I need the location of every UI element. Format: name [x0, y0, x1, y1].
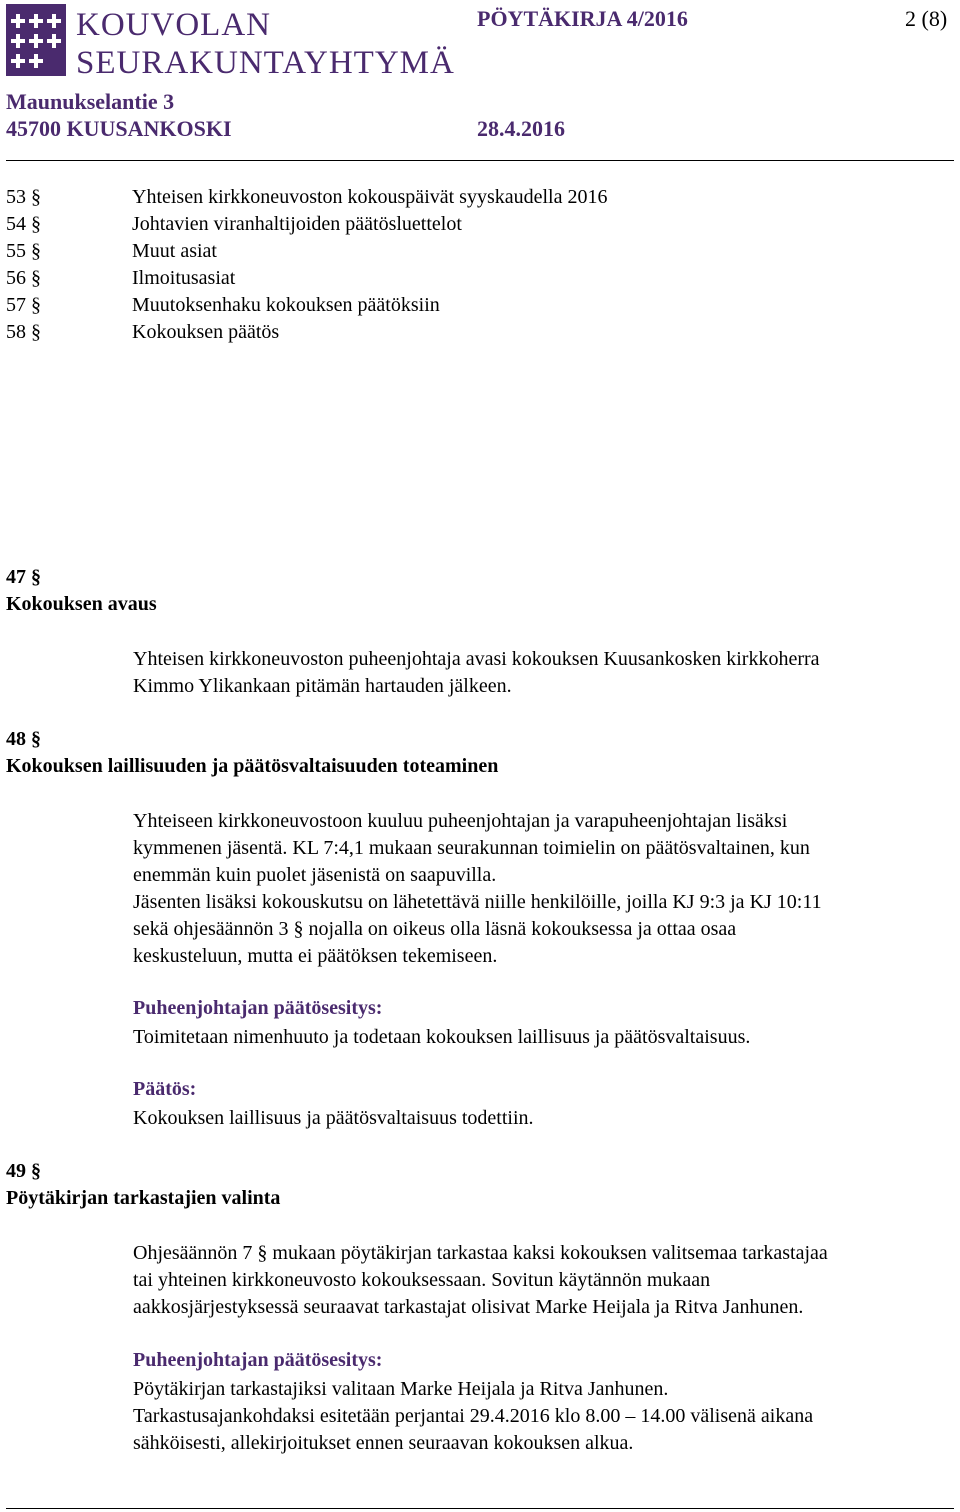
- toc-number: 57 §: [6, 294, 41, 316]
- address-postal: 45700 KUUSANKOSKI: [6, 116, 232, 141]
- document-title: PÖYTÄKIRJA 4/2016: [477, 6, 688, 31]
- section-title: Kokouksen avaus: [6, 593, 157, 615]
- proposal-line: Tarkastusajankohdaksi esitetään perjantai 29.4.2016 klo 8.00 – 14.00 välisenä aikana: [133, 1405, 814, 1427]
- toc-number: 55 §: [6, 240, 41, 262]
- toc-item: [6, 294, 440, 320]
- toc-title: Kokouksen päätös: [132, 321, 280, 343]
- body-line: aakkosjärjestyksessä seuraavat tarkastajat olisivat Marke Heijala ja Ritva Janhunen.: [133, 1296, 804, 1318]
- body-line: Ohjesäännön 7 § mukaan pöytäkirjan tarkastaa kaksi kokouksen valitsemaa tarkastajaa: [133, 1242, 828, 1264]
- decision-label: Päätös:: [133, 1078, 197, 1100]
- toc-title: Ilmoitusasiat: [132, 267, 236, 289]
- toc-title: Muutoksenhaku kokouksen päätöksiin: [132, 294, 440, 316]
- body-line: kymmenen jäsentä. KL 7:4,1 mukaan seurakunnan toimielin on päätösvaltainen, kun: [133, 837, 810, 859]
- body-line: keskusteluun, mutta ei päätöksen tekemiseen.: [133, 945, 498, 967]
- body-line: sekä ohjesäännön 3 § nojalla on oikeus olla läsnä kokouksessa ja ottaa osaa: [133, 918, 737, 940]
- toc-item: [6, 186, 608, 212]
- body-line: tai yhteinen kirkkoneuvosto kokouksessaan. Sovitun käytännön mukaan: [133, 1269, 711, 1291]
- body-line: Yhteisen kirkkoneuvoston puheenjohtaja avasi kokouksen Kuusankosken kirkkoherra: [133, 648, 820, 670]
- proposal-label: Puheenjohtajan päätösesitys:: [133, 997, 383, 1019]
- header-divider: [6, 160, 954, 161]
- body-line: Kimmo Ylikankaan pitämän hartauden jälkeen.: [133, 675, 512, 697]
- proposal-text: Toimitetaan nimenhuuto ja todetaan kokouksen laillisuus ja päätösvaltaisuus.: [133, 1026, 751, 1048]
- section-title: Pöytäkirjan tarkastajien valinta: [6, 1187, 281, 1209]
- toc-item: [6, 213, 462, 239]
- toc-item: [6, 267, 235, 293]
- footer-divider: [6, 1508, 954, 1509]
- section-title: Kokouksen laillisuuden ja päätösvaltaisuuden toteaminen: [6, 755, 499, 777]
- body-line: Yhteiseen kirkkoneuvostoon kuuluu puheenjohtajan ja varapuheenjohtajan lisäksi: [133, 810, 788, 832]
- proposal-line: Pöytäkirjan tarkastajiksi valitaan Marke Heijala ja Ritva Janhunen.: [133, 1378, 669, 1400]
- body-line: Jäsenten lisäksi kokouskutsu on lähetettävä niille henkilöille, joilla KJ 9:3 ja KJ 10:11: [133, 891, 822, 913]
- church-logo: [6, 4, 66, 76]
- body-line: enemmän kuin puolet jäsenistä on saapuvilla.: [133, 864, 497, 886]
- section-number: 47 §: [6, 566, 41, 588]
- toc-number: 56 §: [6, 267, 41, 289]
- cross-emblem-icon: [6, 4, 66, 76]
- document-date: 28.4.2016: [477, 116, 565, 141]
- toc-item: [6, 321, 279, 347]
- page-number: 2 (8): [905, 6, 948, 31]
- toc-title: Johtavien viranhaltijoiden päätösluettelot: [132, 213, 462, 235]
- toc-number: 58 §: [6, 321, 41, 343]
- logo-text-line1: KOUVOLAN: [76, 7, 271, 43]
- address-street: Maunukselantie 3: [6, 89, 175, 114]
- toc-title: Yhteisen kirkkoneuvoston kokouspäivät syyskaudella 2016: [132, 186, 608, 208]
- section-number: 49 §: [6, 1160, 41, 1182]
- section-number: 48 §: [6, 728, 41, 750]
- toc-number: 54 §: [6, 213, 41, 235]
- proposal-label: Puheenjohtajan päätösesitys:: [133, 1349, 383, 1371]
- toc-title: Muut asiat: [132, 240, 217, 262]
- proposal-line: sähköisesti, allekirjoitukset ennen seuraavan kokouksen alkua.: [133, 1432, 634, 1454]
- toc-item: [6, 240, 217, 266]
- decision-text: Kokouksen laillisuus ja päätösvaltaisuus todettiin.: [133, 1107, 534, 1129]
- toc-number: 53 §: [6, 186, 41, 208]
- logo-text-line2: SEURAKUNTAYHTYMÄ: [76, 45, 455, 81]
